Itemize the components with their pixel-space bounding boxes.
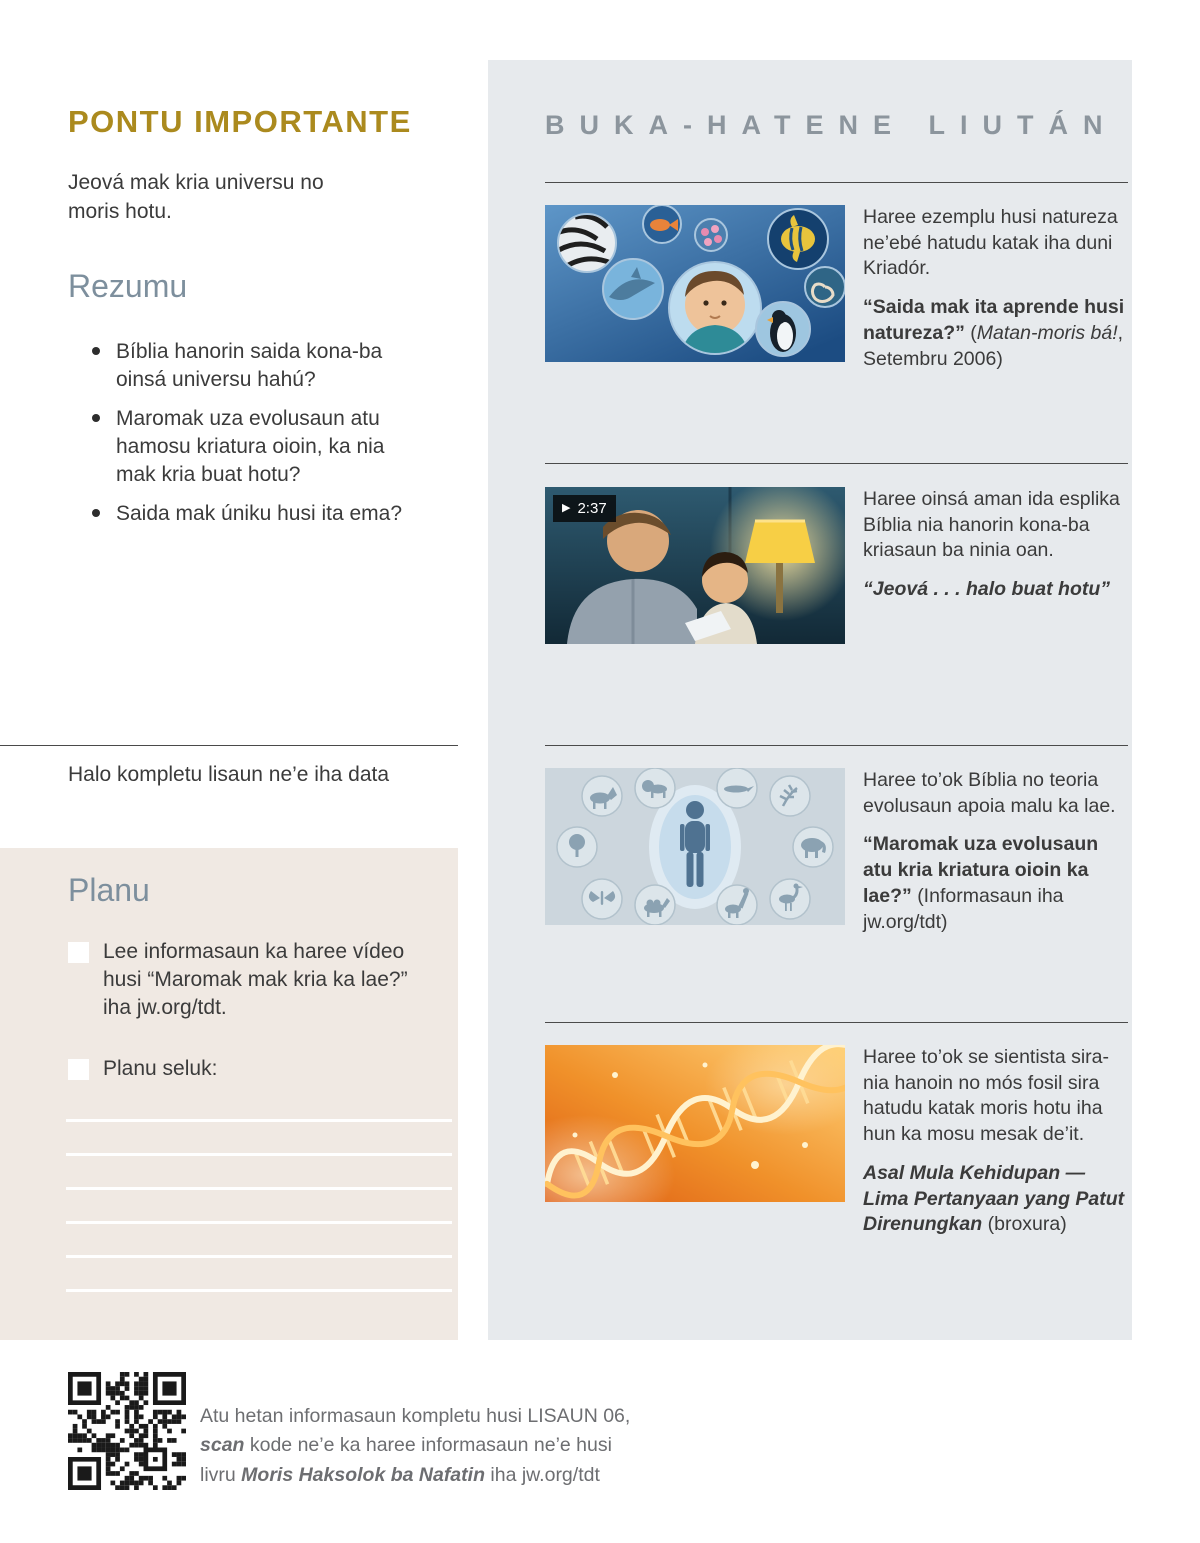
planu-heading: Planu bbox=[68, 872, 150, 908]
text-part-normal: iha jw.org/tdt bbox=[484, 1463, 600, 1486]
nature-collage-image bbox=[545, 205, 845, 362]
write-line bbox=[66, 1187, 452, 1190]
pontu-importante-heading: PONTU IMPORTANTE bbox=[68, 104, 412, 139]
write-line bbox=[66, 1153, 452, 1156]
rezumu-question: Bíblia hanorin saida kona-ba oinsá universu hahú? bbox=[90, 338, 412, 394]
study-item-description: Haree to’ok Bíblia no teoria evolusaun apoia malu ka lae. bbox=[863, 769, 1116, 817]
study-item bbox=[545, 205, 1128, 372]
checkbox[interactable] bbox=[68, 942, 89, 963]
text-part-bold: “Saida mak ita aprende husi natureza?” bbox=[863, 296, 1125, 344]
dna-strand-illustration bbox=[545, 1045, 845, 1202]
study-item-description: Haree ezemplu husi natureza ne’ebé hatudu katak iha duni Kriadór. bbox=[863, 206, 1118, 280]
text-part-italic: Moris Haksolok ba Nafatin bbox=[241, 1463, 485, 1486]
publication-reference bbox=[863, 577, 1128, 603]
text-part-normal: (Informasaun iha jw.org/tdt) bbox=[863, 884, 1064, 933]
text-part-normal: Atu hetan informasaun kompletu husi LISAUN 06, bbox=[200, 1405, 631, 1427]
date-divider bbox=[0, 745, 458, 746]
write-line bbox=[66, 1221, 452, 1224]
section-divider bbox=[545, 463, 1128, 464]
publication-reference bbox=[863, 295, 1128, 372]
section-divider bbox=[545, 182, 1128, 183]
text-part-normal: kode ne’e ka haree informasaun ne’e husi livru bbox=[200, 1434, 612, 1486]
rezumu-heading: Rezumu bbox=[68, 268, 188, 304]
study-item-text bbox=[863, 487, 1128, 644]
footer-instructions bbox=[200, 1402, 652, 1490]
buka-hatene-section bbox=[488, 60, 1132, 1340]
study-item bbox=[545, 487, 1128, 644]
text-part-normal: ( bbox=[964, 321, 977, 344]
write-line bbox=[66, 1289, 452, 1292]
video-thumbnail[interactable] bbox=[545, 487, 845, 644]
study-item-text bbox=[863, 768, 1128, 935]
rezumu-question: Saida mak úniku husi ita ema? bbox=[90, 500, 412, 528]
text-part-bold-italic: Asal Mula Kehidupan —Lima Pertanyaan yang Patut Direnungkan bbox=[863, 1161, 1125, 1236]
study-item bbox=[545, 768, 1128, 935]
planu-task-label: Lee informasaun ka haree vídeo husi “Maromak mak kria ka lae?” iha jw.org/tdt. bbox=[103, 940, 408, 1019]
completion-date-line: Halo kompletu lisaun ne’e iha data bbox=[68, 763, 390, 786]
qr-code bbox=[68, 1372, 186, 1490]
qr-code-graphic bbox=[68, 1372, 186, 1490]
text-part-bold: “Maromak uza evolusaun atu kria kriatura oioin ka lae?” bbox=[863, 833, 1099, 907]
nature-collage-illustration bbox=[545, 205, 845, 362]
video-duration: 2:37 bbox=[577, 500, 607, 517]
publication-reference bbox=[863, 1161, 1128, 1238]
section-divider bbox=[545, 745, 1128, 746]
planu-section bbox=[0, 848, 458, 1340]
write-line bbox=[66, 1255, 452, 1258]
study-item-text bbox=[863, 205, 1128, 372]
section-divider bbox=[545, 1022, 1128, 1023]
text-part-normal: , Setembru 2006) bbox=[863, 321, 1124, 370]
text-part-bold-italic: “Jeová . . . halo buat hotu” bbox=[863, 578, 1111, 601]
rezumu-question: Maromak uza evolusaun atu hamosu kriatura oioin, ka nia mak kria buat hotu? bbox=[90, 405, 412, 489]
checkbox[interactable] bbox=[68, 1059, 89, 1080]
rezumu-question-list bbox=[90, 338, 412, 539]
study-item-text bbox=[863, 1045, 1128, 1238]
write-line bbox=[66, 1119, 452, 1122]
publication-reference bbox=[863, 832, 1128, 935]
write-in-lines bbox=[66, 1119, 452, 1292]
text-part-italic: Matan-moris bá! bbox=[976, 321, 1118, 344]
creation-evolution-image bbox=[545, 768, 845, 925]
planu-task-item bbox=[68, 938, 420, 1022]
key-point-text: Jeová mak kria universu no moris hotu. bbox=[68, 171, 324, 224]
dna-image bbox=[545, 1045, 845, 1202]
planu-task-label: Planu seluk: bbox=[103, 1057, 218, 1080]
play-icon: ▶ bbox=[562, 502, 571, 514]
buka-hatene-heading: BUKA-HATENE LIUTÁN bbox=[545, 110, 1118, 140]
study-item bbox=[545, 1045, 1128, 1238]
planu-task-item bbox=[68, 1055, 420, 1083]
study-item-description: Haree oinsá aman ida esplika Bíblia nia hanorin kona-ba kriasaun ba ninia oan. bbox=[863, 488, 1120, 562]
human-and-animals-illustration bbox=[545, 768, 845, 925]
study-item-description: Haree to’ok se sientista sira-nia hanoin no mós fosil sira hatudu katak moris hotu iha hun ka mosu mesak de’it. bbox=[863, 1046, 1110, 1146]
text-part-normal: (broxura) bbox=[987, 1213, 1067, 1236]
video-duration-badge bbox=[553, 495, 616, 522]
text-part-italic: scan bbox=[200, 1434, 245, 1457]
